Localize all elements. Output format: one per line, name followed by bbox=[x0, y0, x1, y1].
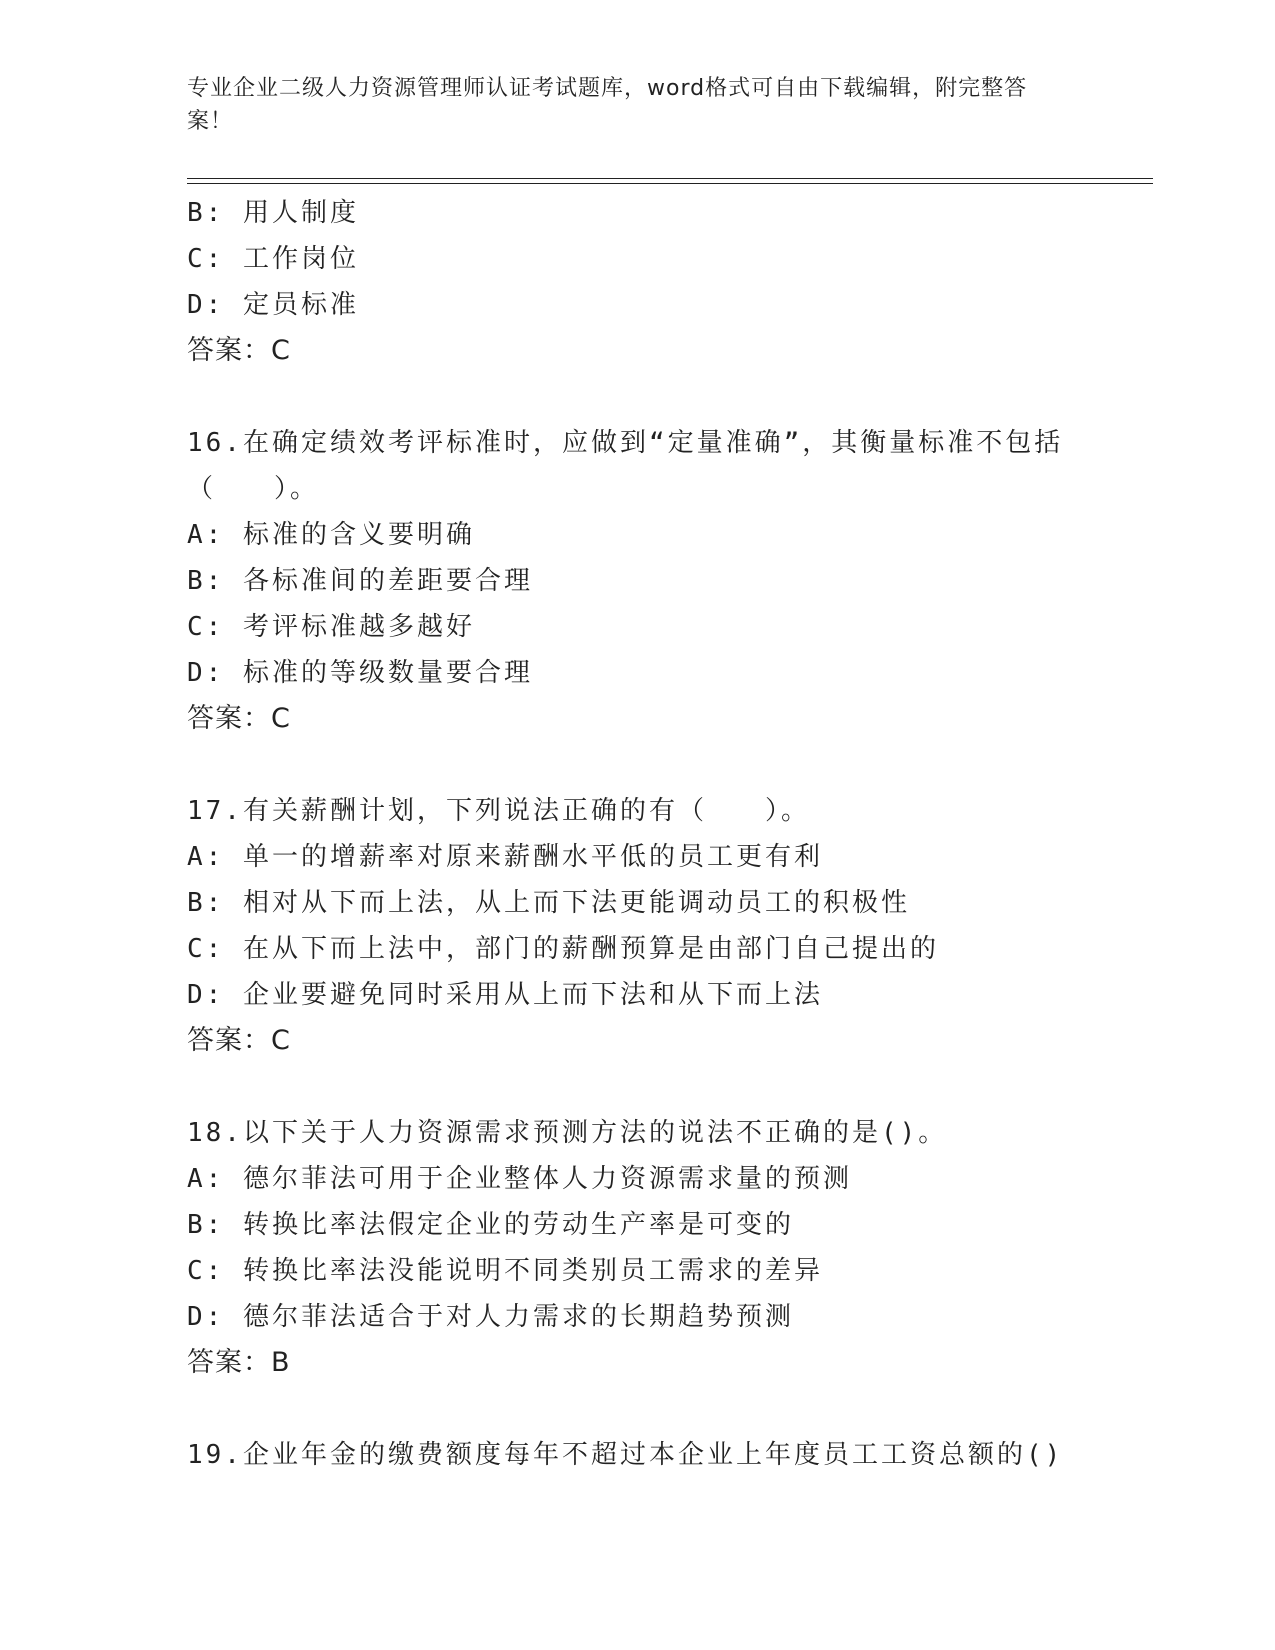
answer: 答案：C bbox=[187, 335, 291, 366]
header-divider-line bbox=[187, 183, 1153, 184]
answer: 答案：B bbox=[187, 1347, 291, 1378]
option-b: B: 各标准间的差距要合理 bbox=[187, 566, 533, 596]
option-c: C: 转换比率法没能说明不同类别员工需求的差异 bbox=[187, 1256, 823, 1286]
question-19 bbox=[187, 1432, 1147, 1478]
option-b: B: 用人制度 bbox=[187, 198, 359, 228]
question-17 bbox=[187, 788, 1147, 1064]
question-15-tail bbox=[187, 190, 1147, 374]
option-c: C: 在从下而上法中，部门的薪酬预算是由部门自己提出的 bbox=[187, 934, 939, 964]
option-d: D: 标准的等级数量要合理 bbox=[187, 658, 533, 688]
option-d: D: 企业要避免同时采用从上而下法和从下而上法 bbox=[187, 980, 823, 1010]
question-content bbox=[187, 190, 1147, 1478]
option-d: D: 德尔菲法适合于对人力需求的长期趋势预测 bbox=[187, 1302, 794, 1332]
question-stem-continuation: （ ）。 bbox=[187, 474, 320, 504]
question-18 bbox=[187, 1110, 1147, 1386]
option-b: B: 相对从下而上法，从上而下法更能调动员工的积极性 bbox=[187, 888, 910, 918]
option-b: B: 转换比率法假定企业的劳动生产率是可变的 bbox=[187, 1210, 794, 1240]
answer: 答案：C bbox=[187, 1025, 291, 1056]
answer: 答案：C bbox=[187, 703, 291, 734]
question-stem: 18.以下关于人力资源需求预测方法的说法不正确的是()。 bbox=[187, 1118, 948, 1148]
spacer bbox=[187, 1386, 1147, 1432]
question-stem: 16.在确定绩效考评标准时，应做到“定量准确”，其衡量标准不包括 bbox=[187, 428, 1064, 458]
spacer bbox=[187, 374, 1147, 420]
option-a: A: 单一的增薪率对原来薪酬水平低的员工更有利 bbox=[187, 842, 823, 872]
spacer bbox=[187, 742, 1147, 788]
page-header-text: 专业企业二级人力资源管理师认证考试题库，word格式可自由下载编辑，附完整答案！ bbox=[187, 76, 1028, 134]
option-c: C: 工作岗位 bbox=[187, 244, 359, 274]
option-a: A: 德尔菲法可用于企业整体人力资源需求量的预测 bbox=[187, 1164, 852, 1194]
option-a: A: 标准的含义要明确 bbox=[187, 520, 475, 550]
option-c: C: 考评标准越多越好 bbox=[187, 612, 475, 642]
spacer bbox=[187, 1064, 1147, 1110]
question-stem: 17.有关薪酬计划，下列说法正确的有（ ）。 bbox=[187, 796, 810, 826]
header-divider-line bbox=[187, 178, 1153, 179]
option-d: D: 定员标准 bbox=[187, 290, 359, 320]
question-stem: 19.企业年金的缴费额度每年不超过本企业上年度员工工资总额的() bbox=[187, 1440, 1064, 1470]
question-16 bbox=[187, 420, 1147, 742]
